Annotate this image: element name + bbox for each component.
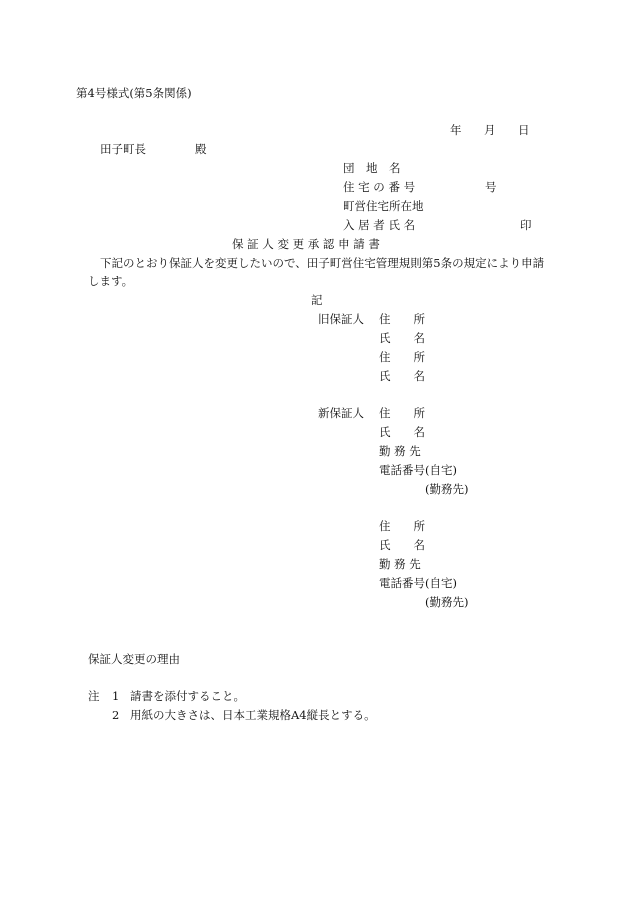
new-guarantor-phone-work-label-2: (勤務先) bbox=[425, 595, 469, 609]
note-number-2: 2 bbox=[112, 708, 120, 722]
new-guarantor-name-label-2: 氏 名 bbox=[379, 538, 425, 552]
old-guarantor-name-label-2: 氏 名 bbox=[379, 369, 425, 383]
complex-name-label: 団 地 名 bbox=[343, 161, 401, 175]
new-guarantor-label: 新保証人 bbox=[318, 406, 364, 420]
new-guarantor-workplace-label: 勤 務 先 bbox=[379, 444, 421, 458]
new-guarantor-name-label: 氏 名 bbox=[379, 425, 425, 439]
old-guarantor-address-label-2: 住 所 bbox=[379, 350, 425, 364]
ki-heading: 記 bbox=[311, 293, 323, 307]
note-number-1: 1 bbox=[112, 689, 120, 703]
new-guarantor-address-label-2: 住 所 bbox=[379, 519, 425, 533]
body-line-1: 下記のとおり保証人を変更したいので、田子町営住宅管理規則第5条の規定により申請 bbox=[100, 256, 545, 270]
old-guarantor-address-label: 住 所 bbox=[379, 312, 425, 326]
new-guarantor-phone-home-label-2: 電話番号(自宅) bbox=[379, 576, 457, 590]
house-number-suffix: 号 bbox=[485, 180, 497, 194]
document-title: 保 証 人 変 更 承 認 申 請 書 bbox=[232, 237, 380, 251]
date-year: 年 bbox=[450, 123, 462, 137]
reason-label: 保証人変更の理由 bbox=[88, 652, 180, 666]
date-month: 月 bbox=[484, 123, 496, 137]
new-guarantor-phone-home-label: 電話番号(自宅) bbox=[379, 463, 457, 477]
address-label: 町営住宅所在地 bbox=[343, 199, 424, 213]
new-guarantor-phone-work-label: (勤務先) bbox=[425, 482, 469, 496]
date-day: 日 bbox=[518, 123, 530, 137]
old-guarantor-label: 旧保証人 bbox=[318, 312, 364, 326]
note-text-2: 用紙の大きさは、日本工業規格A4縦長とする。 bbox=[130, 708, 376, 722]
notes-prefix: 注 bbox=[88, 689, 100, 703]
form-number: 第4号様式(第5条関係) bbox=[76, 86, 192, 100]
resident-name-label: 入 居 者 氏 名 bbox=[343, 218, 416, 232]
body-line-2: します。 bbox=[88, 274, 134, 288]
note-text-1: 請書を添付すること。 bbox=[130, 689, 245, 703]
addressee-name: 田子町長 bbox=[100, 142, 146, 156]
new-guarantor-workplace-label-2: 勤 務 先 bbox=[379, 557, 421, 571]
addressee-honorific: 殿 bbox=[195, 142, 207, 156]
house-number-label: 住 宅 の 番 号 bbox=[343, 180, 416, 194]
seal-mark: 印 bbox=[520, 218, 532, 232]
old-guarantor-name-label: 氏 名 bbox=[379, 331, 425, 345]
new-guarantor-address-label: 住 所 bbox=[379, 406, 425, 420]
